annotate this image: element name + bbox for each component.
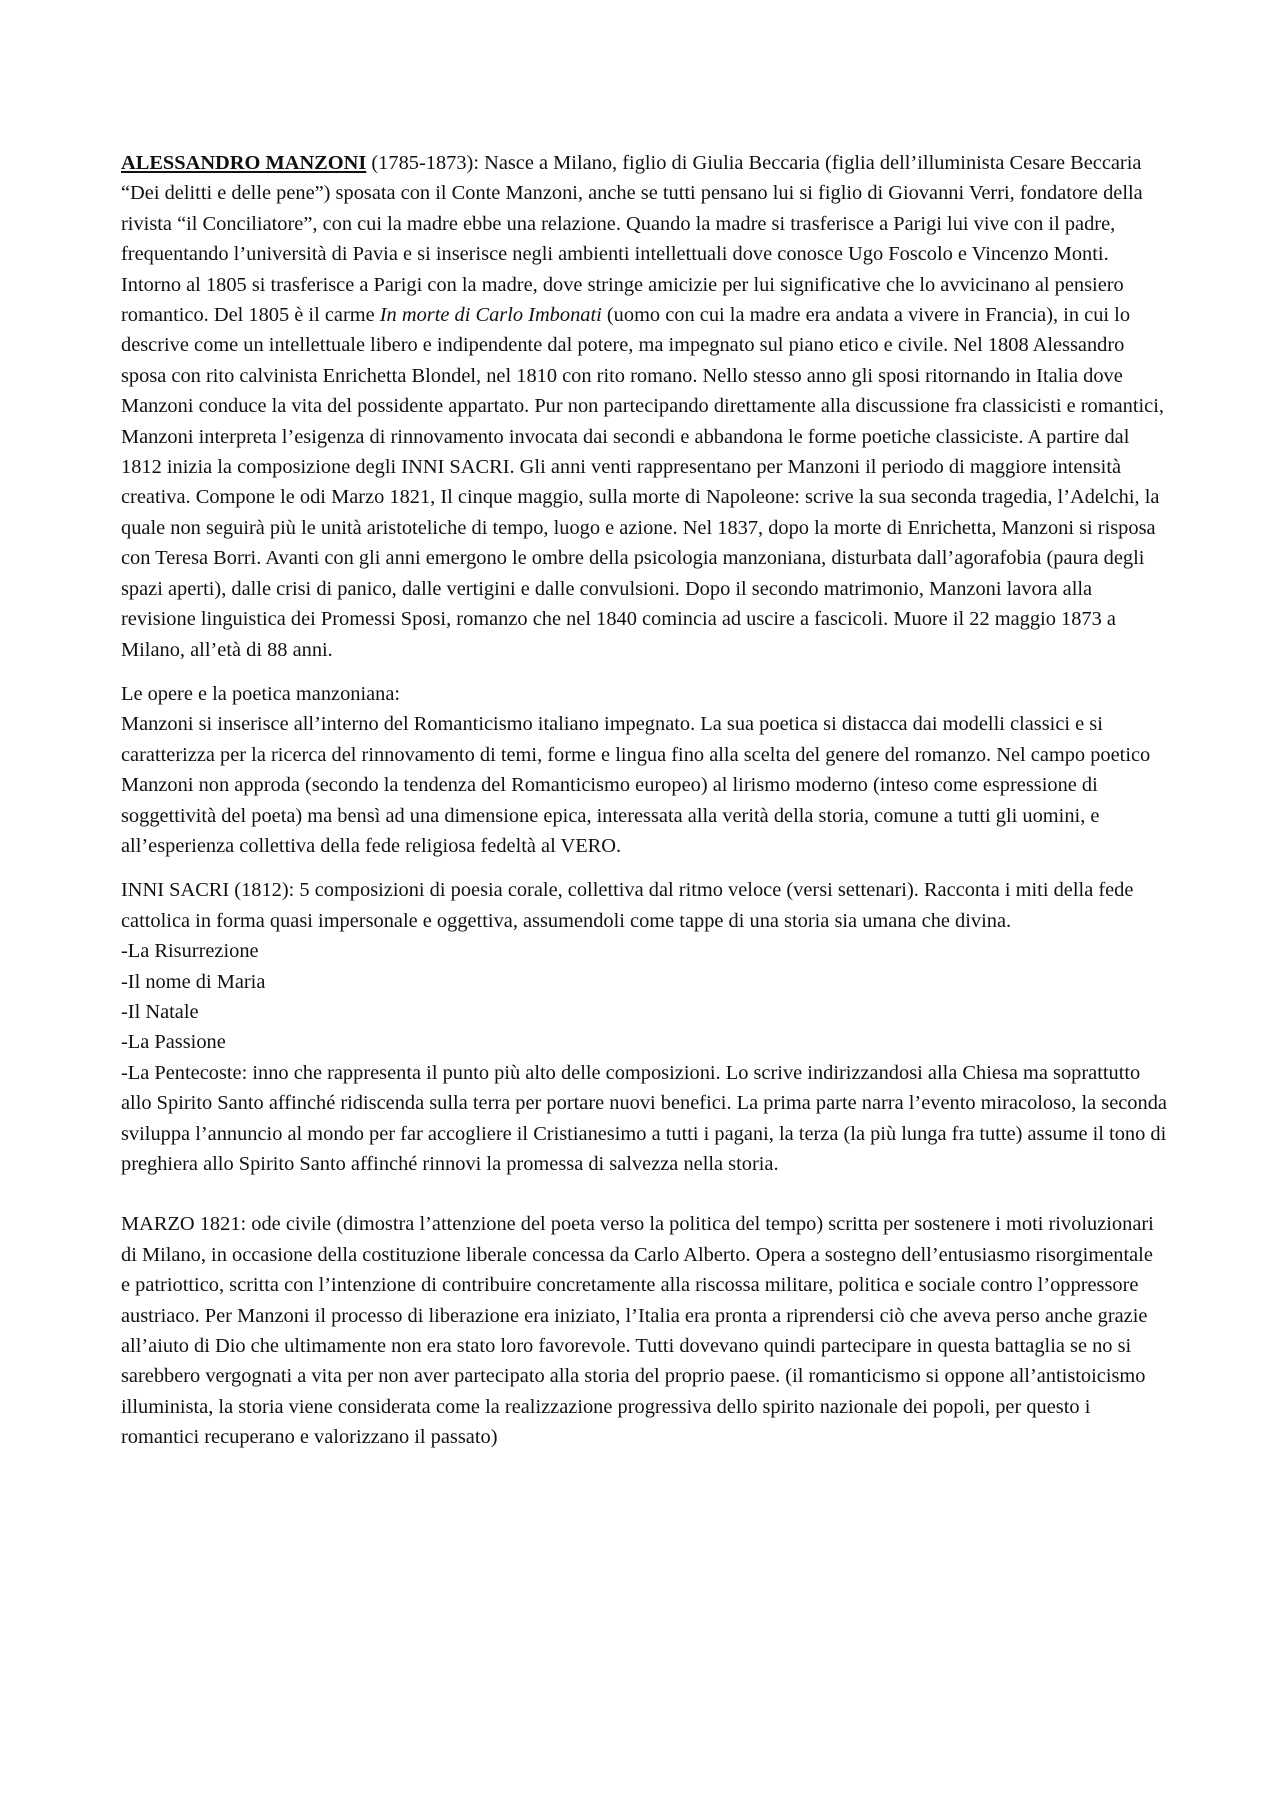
work-title: In morte di Carlo Imbonati — [379, 304, 602, 327]
marzo-paragraph: MARZO 1821: ode civile (dimostra l’attenzione del poeta verso la politica del tempo) scritta per sostenere i moti rivoluzionari di Milano, in occasione della costituzione liberale concessa da Carlo Alberto. Opera a sostegno dell’entusiasmo risorgimentale e patriottico, scritta con l’intenzione di contribuire concretamente alla riscossa militare, politica e sociale contro l’oppressore austriaco. Per Manzoni il processo di liberazione era iniziato, l’Italia era pronta a riprendersi ciò che aveva perso anche grazie all’aiuto di Dio che ultimamente non era stato loro favorevole. Tutti dovevano quindi partecipare in questa battaglia se no si sarebbero vergognati a vita per non aver partecipato alla storia del proprio paese. (il romanticismo si oppone all’antistoicismo illuminista, la storia viene considerata come la realizzazione progressiva dello spirito nazionale dei popoli, per questo i romantici recuperano e valorizzano il passato) — [121, 1213, 1154, 1449]
list-item: -La Risurrezione — [121, 940, 259, 963]
bio-text-part1: (1785-1873): Nasce a Milano, figlio di Giulia Beccaria (figlia dell’illuminista Cesare Beccaria “Dei delitti e delle pene”) sposata con il Conte Manzoni, anche se tutti pensano lui si figlio di Giovanni Verri, fondatore della rivista “il Conciliatore”, con cui la madre ebbe una relazione. Quando la madre si trasferisce a Parigi lui vive con il padre, frequentando l’università di Pavia e si inserisce negli ambienti intellettuali dove conosce Ugo Foscolo e Vincenzo Monti. Intorno al 1805 si trasferisce a Parigi con la madre, dove stringe amicizie per lui significative che lo avvicinano al pensiero romantico. Del 1805 è il carme — [121, 152, 1143, 327]
list-item: -Il nome di Maria — [121, 970, 266, 993]
bio-paragraph — [121, 148, 1167, 665]
document-page — [121, 148, 1167, 1453]
list-item: -Il Natale — [121, 1000, 199, 1023]
poetica-heading: Le opere e la poetica manzoniana: — [121, 682, 401, 705]
list-item: -La Pentecoste: inno che rappresenta il punto più alto delle composizioni. Lo scrive indirizzandosi alla Chiesa ma soprattutto allo Spirito Santo affinché ridiscenda sulla terra per portare nuovi benefici. La prima parte narra l’evento miracoloso, la seconda sviluppa l’annuncio al mondo per far accogliere il Cristianesimo a tutti i pagani, la terza (la più lunga fra tutte) assume il tono di preghiera allo Spirito Santo affinché rinnovi la promessa di salvezza nella storia. — [121, 1061, 1167, 1175]
list-item: -La Passione — [121, 1031, 226, 1054]
author-name: ALESSANDRO MANZONI — [121, 152, 367, 174]
inni-list — [121, 936, 1167, 1179]
bio-text-part2: (uomo con cui la madre era andata a vivere in Francia), in cui lo descrive come un intellettuale libero e indipendente dal potere, ma impegnato sul piano etico e civile. Nel 1808 Alessandro sposa con rito calvinista Enrichetta Blondel, nel 1810 con rito romano. Nello stesso anno gli sposi ritornando in Italia dove Manzoni conduce la vita del possidente appartato. Pur non partecipando direttamente alla discussione fra classicisti e romantici, Manzoni interpreta l’esigenza di rinnovamento invocata dai secondi e abbandona le forme poetiche classiciste. A partire dal 1812 inizia la composizione degli INNI SACRI. Gli anni venti rappresentano per Manzoni il periodo di maggiore intensità creativa. Compone le odi Marzo 1821, Il cinque maggio, sulla morte di Napoleone: scrive la sua seconda tragedia, l’Adelchi, la quale non seguirà più le unità aristoteliche di tempo, luogo e azione. Nel 1837, dopo la morte di Enrichetta, Manzoni si risposa con Teresa Borri. Avanti con gli anni emergono le ombre della psicologia manzoniana, disturbata dall’agorafobia (paura degli spazi aperti), dalle crisi di panico, dalle vertigini e dalle convulsioni. Dopo il secondo matrimonio, Manzoni lavora alla revisione linguistica dei Promessi Sposi, romanzo che nel 1840 comincia ad uscire a fascicoli. Muore il 22 maggio 1873 a Milano, all’età di 88 anni. — [121, 304, 1164, 661]
poetica-paragraph: Manzoni si inserisce all’interno del Romanticismo italiano impegnato. La sua poetica si distacca dai modelli classici e si caratterizza per la ricerca del rinnovamento di temi, forme e lingua fino alla scelta del genere del romanzo. Nel campo poetico Manzoni non approda (secondo la tendenza del Romanticismo europeo) al lirismo moderno (inteso come espressione di soggettività del poeta) ma bensì ad una dimensione epica, interessata alla verità della storia, comune a tutti gli uomini, e all’esperienza collettiva della fede religiosa fedeltà al VERO. — [121, 713, 1151, 857]
inni-intro-paragraph: INNI SACRI (1812): 5 composizioni di poesia corale, collettiva dal ritmo veloce (versi settenari). Racconta i miti della fede cattolica in forma quasi impersonale e oggettiva, assumendoli come tappe di una storia sia umana che divina. — [121, 879, 1134, 932]
